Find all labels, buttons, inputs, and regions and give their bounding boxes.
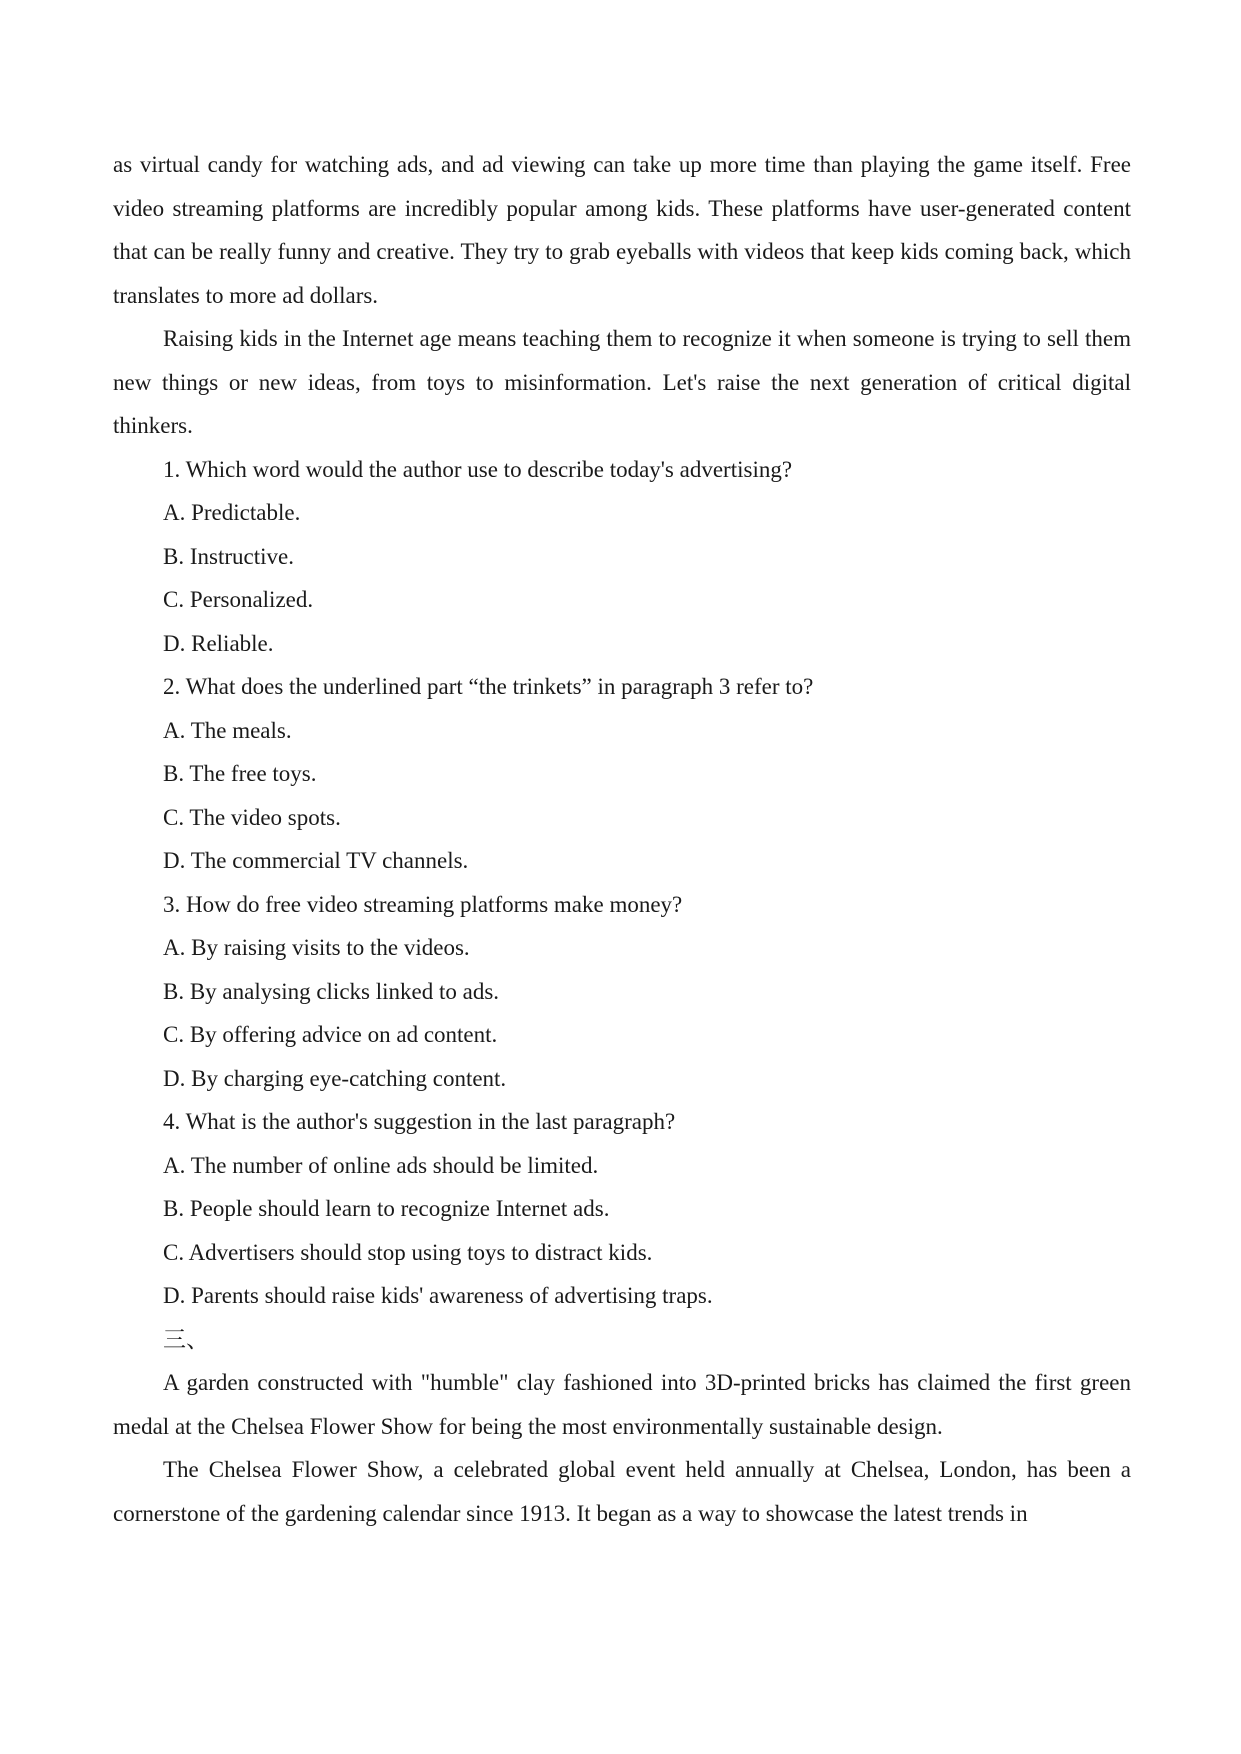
section-paragraph: The Chelsea Flower Show, a celebrated global event held annually at Chelsea, London, has been a cornerstone of the gardening calendar since 1913. It began as a way to showcase the latest trends in xyxy=(113,1457,1131,1526)
question-stem: 4. What is the author's suggestion in the last paragraph? xyxy=(163,1109,676,1134)
question-3 xyxy=(113,883,1131,1101)
question-1 xyxy=(113,448,1131,666)
option-d: D. Parents should raise kids' awareness of advertising traps. xyxy=(163,1283,713,1308)
option-c: C. The video spots. xyxy=(163,804,341,830)
option-a: A. Predictable. xyxy=(163,500,301,525)
option-d: D. Reliable. xyxy=(163,630,274,656)
section-heading: 三、 xyxy=(163,1326,209,1352)
option-b: B. By analysing clicks linked to ads. xyxy=(163,978,500,1004)
passage-last-paragraph: Raising kids in the Internet age means teaching them to recognize it when someone is trying to sell them new things or new ideas, from toys to misinformation. Let's raise the next generation of critical digital thinkers. xyxy=(113,326,1131,438)
option-a: A. The meals. xyxy=(163,717,292,743)
question-4 xyxy=(113,1100,1131,1318)
option-c: C. Personalized. xyxy=(163,587,314,612)
option-d: D. The commercial TV channels. xyxy=(163,848,469,873)
option-a: A. By raising visits to the videos. xyxy=(163,935,470,960)
question-stem: 1. Which word would the author use to describe today's advertising? xyxy=(163,456,793,482)
option-a: A. The number of online ads should be limited. xyxy=(163,1152,599,1178)
option-c: C. By offering advice on ad content. xyxy=(163,1022,498,1047)
option-c: C. Advertisers should stop using toys to distract kids. xyxy=(163,1239,653,1265)
document-page xyxy=(113,143,1131,1535)
option-b: B. People should learn to recognize Internet ads. xyxy=(163,1196,610,1221)
question-stem: 2. What does the underlined part “the trinkets” in paragraph 3 refer to? xyxy=(163,674,814,699)
passage-continuation: as virtual candy for watching ads, and ad viewing can take up more time than playing the game itself. Free video streaming platforms are incredibly popular among kids. These platforms have user-generated content that can be really funny and creative. They try to grab eyeballs with videos that keep kids coming back, which translates to more ad dollars. xyxy=(113,152,1131,308)
question-stem: 3. How do free video streaming platforms make money? xyxy=(163,891,683,917)
option-b: B. The free toys. xyxy=(163,761,317,786)
section-paragraph: A garden constructed with "humble" clay fashioned into 3D-printed bricks has claimed the first green medal at the Chelsea Flower Show for being the most environmentally sustainable design. xyxy=(113,1370,1131,1439)
question-2 xyxy=(113,665,1131,883)
option-b: B. Instructive. xyxy=(163,543,294,569)
option-d: D. By charging eye-catching content. xyxy=(163,1065,507,1091)
